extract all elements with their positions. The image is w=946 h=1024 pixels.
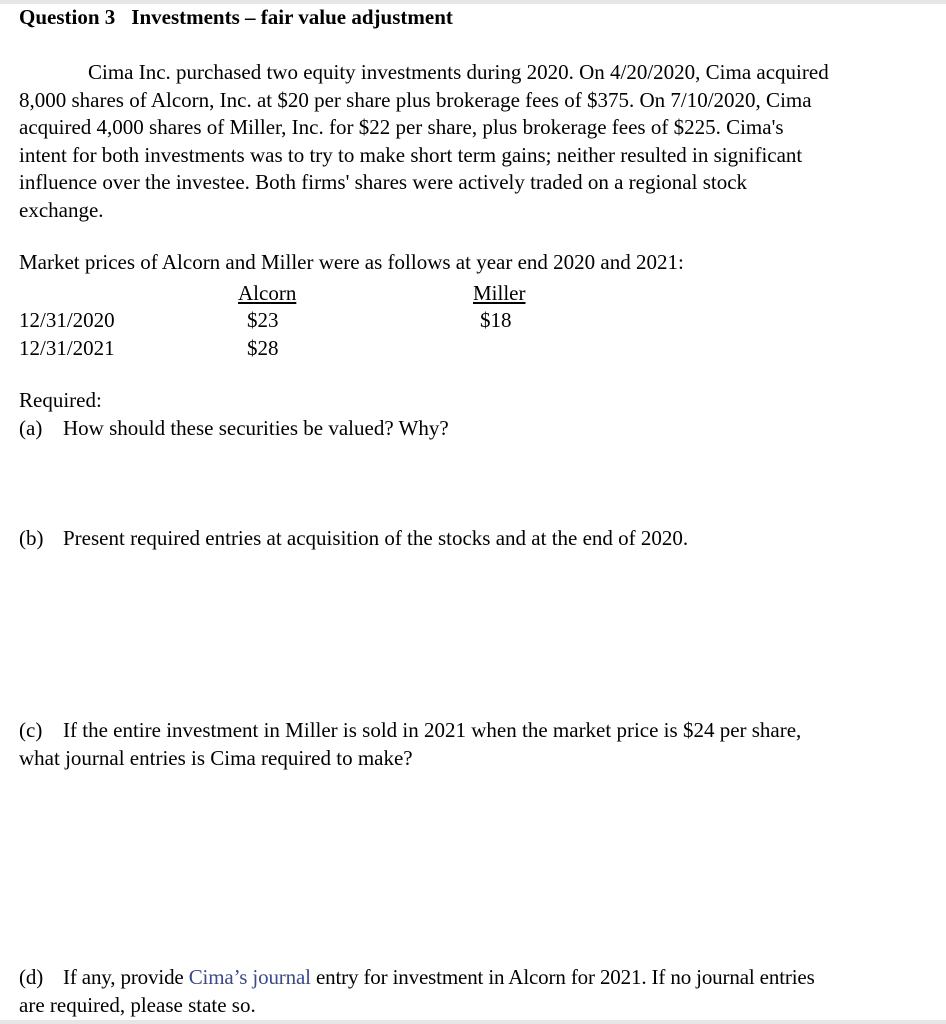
bottom-border [0, 1020, 946, 1024]
question-a-text: How should these securities be valued? Why? [63, 416, 449, 440]
top-border [0, 0, 946, 4]
row-date: 12/31/2020 [19, 308, 115, 332]
intro-line: acquired 4,000 shares of Miller, Inc. for $22 per share, plus brokerage fees of $225. Cima's [19, 115, 784, 139]
alcorn-price: $28 [247, 336, 279, 360]
question-b [19, 525, 688, 553]
question-c-text-continued: what journal entries is Cima required to make? [19, 745, 413, 770]
intro-paragraph [19, 59, 934, 224]
question-d-text: If any, provide [63, 965, 189, 989]
question-c [19, 717, 801, 772]
question-heading [19, 5, 453, 30]
question-c-text: If the entire investment in Miller is sold in 2021 when the market price is $24 per share, [63, 718, 802, 742]
required-label: Required: [19, 388, 102, 412]
question-b-text: Present required entries at acquisition of the stocks and at the end of 2020. [63, 526, 689, 550]
question-number: Question 3 [19, 5, 116, 29]
intro-line: intent for both investments was to try to make short term gains; neither resulted in significant [19, 142, 803, 167]
column-header-alcorn: Alcorn [238, 281, 297, 305]
question-a [19, 415, 449, 443]
question-d [19, 964, 815, 1019]
intro-line: 8,000 shares of Alcorn, Inc. at $20 per share plus brokerage fees of $375. On 7/10/2020, Cima [19, 87, 812, 112]
row-date: 12/31/2021 [19, 336, 115, 360]
market-prices-intro: Market prices of Alcorn and Miller were as follows at year end 2020 and 2021: [19, 250, 684, 274]
question-c-label: (c) [19, 718, 43, 742]
question-d-highlight: Cima’s journal [188, 965, 311, 989]
miller-price: $18 [480, 308, 512, 332]
question-d-label: (d) [19, 965, 44, 989]
question-d-text-continued: are required, please state so. [19, 992, 256, 1017]
intro-line: influence over the investee. Both firms' shares were actively traded on a regional stock [19, 170, 748, 194]
column-header-miller: Miller [473, 281, 526, 305]
intro-line: exchange. [19, 197, 104, 222]
question-title: Investments – fair value adjustment [131, 5, 453, 29]
question-a-label: (a) [19, 416, 43, 440]
alcorn-price: $23 [247, 308, 279, 332]
question-d-text: entry for investment in Alcorn for 2021. If no journal entries [310, 965, 815, 989]
question-b-label: (b) [19, 526, 44, 550]
intro-line: Cima Inc. purchased two equity investments during 2020. On 4/20/2020, Cima acquired [88, 60, 829, 84]
